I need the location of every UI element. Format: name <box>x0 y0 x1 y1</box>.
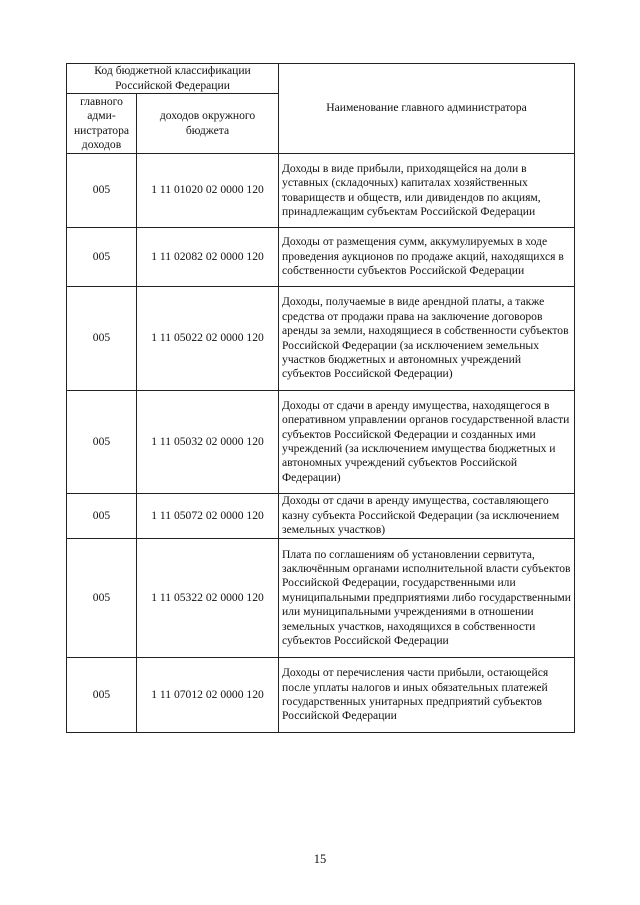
table-row <box>67 494 575 539</box>
administrator-name-cell: Плата по соглашениям об установлении сервитута, заключённым органами исполнительной власти субъектов Российской Федерации, государственными или муниципальными предприятиями либо государственными или муниципальными учреждениями в отношении земельных участков, находящихся в собственности субъектов Российской Федерации <box>279 539 575 658</box>
table-row <box>67 391 575 494</box>
admin-code-cell: 005 <box>67 287 137 391</box>
budget-classification-table <box>66 63 575 733</box>
admin-code-cell: 005 <box>67 391 137 494</box>
table-row <box>67 658 575 733</box>
admin-code-cell: 005 <box>67 658 137 733</box>
table-row <box>67 154 575 228</box>
admin-code-cell: 005 <box>67 228 137 287</box>
table-row <box>67 539 575 658</box>
income-code-cell: 1 11 02082 02 0000 120 <box>137 228 279 287</box>
administrator-name-cell: Доходы от размещения сумм, аккумулируемых в ходе проведения аукционов по продаже акций, находящихся в собственности субъектов Российской Федерации <box>279 228 575 287</box>
income-code-cell: 1 11 05322 02 0000 120 <box>137 539 279 658</box>
page-number: 15 <box>313 852 327 866</box>
income-code-cell: 1 11 05072 02 0000 120 <box>137 494 279 539</box>
income-code-cell: 1 11 01020 02 0000 120 <box>137 154 279 228</box>
header-admin-column: главного адми-нистратора доходов <box>67 94 137 154</box>
administrator-name-cell: Доходы от сдачи в аренду имущества, находящегося в оперативном управлении органов государственной власти субъектов Российской Федерации и созданных ими учреждений (за исключением имущества бюджетных и автономных учреждений субъектов Российской Федерации) <box>279 391 575 494</box>
income-code-cell: 1 11 05032 02 0000 120 <box>137 391 279 494</box>
header-name-column: Наименование главного администратора <box>279 64 575 154</box>
table-row <box>67 228 575 287</box>
table-row <box>67 287 575 391</box>
income-code-cell: 1 11 07012 02 0000 120 <box>137 658 279 733</box>
administrator-name-cell: Доходы от сдачи в аренду имущества, составляющего казну субъекта Российской Федерации (за исключением земельных участков) <box>279 494 575 539</box>
administrator-name-cell: Доходы от перечисления части прибыли, остающейся после уплаты налогов и иных обязательных платежей государственных унитарных предприятий субъектов Российской Федерации <box>279 658 575 733</box>
income-code-cell: 1 11 05022 02 0000 120 <box>137 287 279 391</box>
table-header <box>67 64 575 154</box>
table-body <box>67 154 575 733</box>
admin-code-cell: 005 <box>67 154 137 228</box>
header-group-title: Код бюджетной классификации Российской Федерации <box>67 64 279 94</box>
administrator-name-cell: Доходы, получаемые в виде арендной платы, а также средства от продажи права на заключение договоров аренды за земли, находящиеся в собственности субъектов Российской Федерации (за исключением земельных участков бюджетных и автономных учреждений субъектов Российской Федерации) <box>279 287 575 391</box>
header-income-column: доходов окружного бюджета <box>137 94 279 154</box>
administrator-name-cell: Доходы в виде прибыли, приходящейся на доли в уставных (складочных) капиталах хозяйственных товариществ и обществ, или дивидендов по акциям, принадлежащим субъектам Российской Федерации <box>279 154 575 228</box>
admin-code-cell: 005 <box>67 494 137 539</box>
admin-code-cell: 005 <box>67 539 137 658</box>
